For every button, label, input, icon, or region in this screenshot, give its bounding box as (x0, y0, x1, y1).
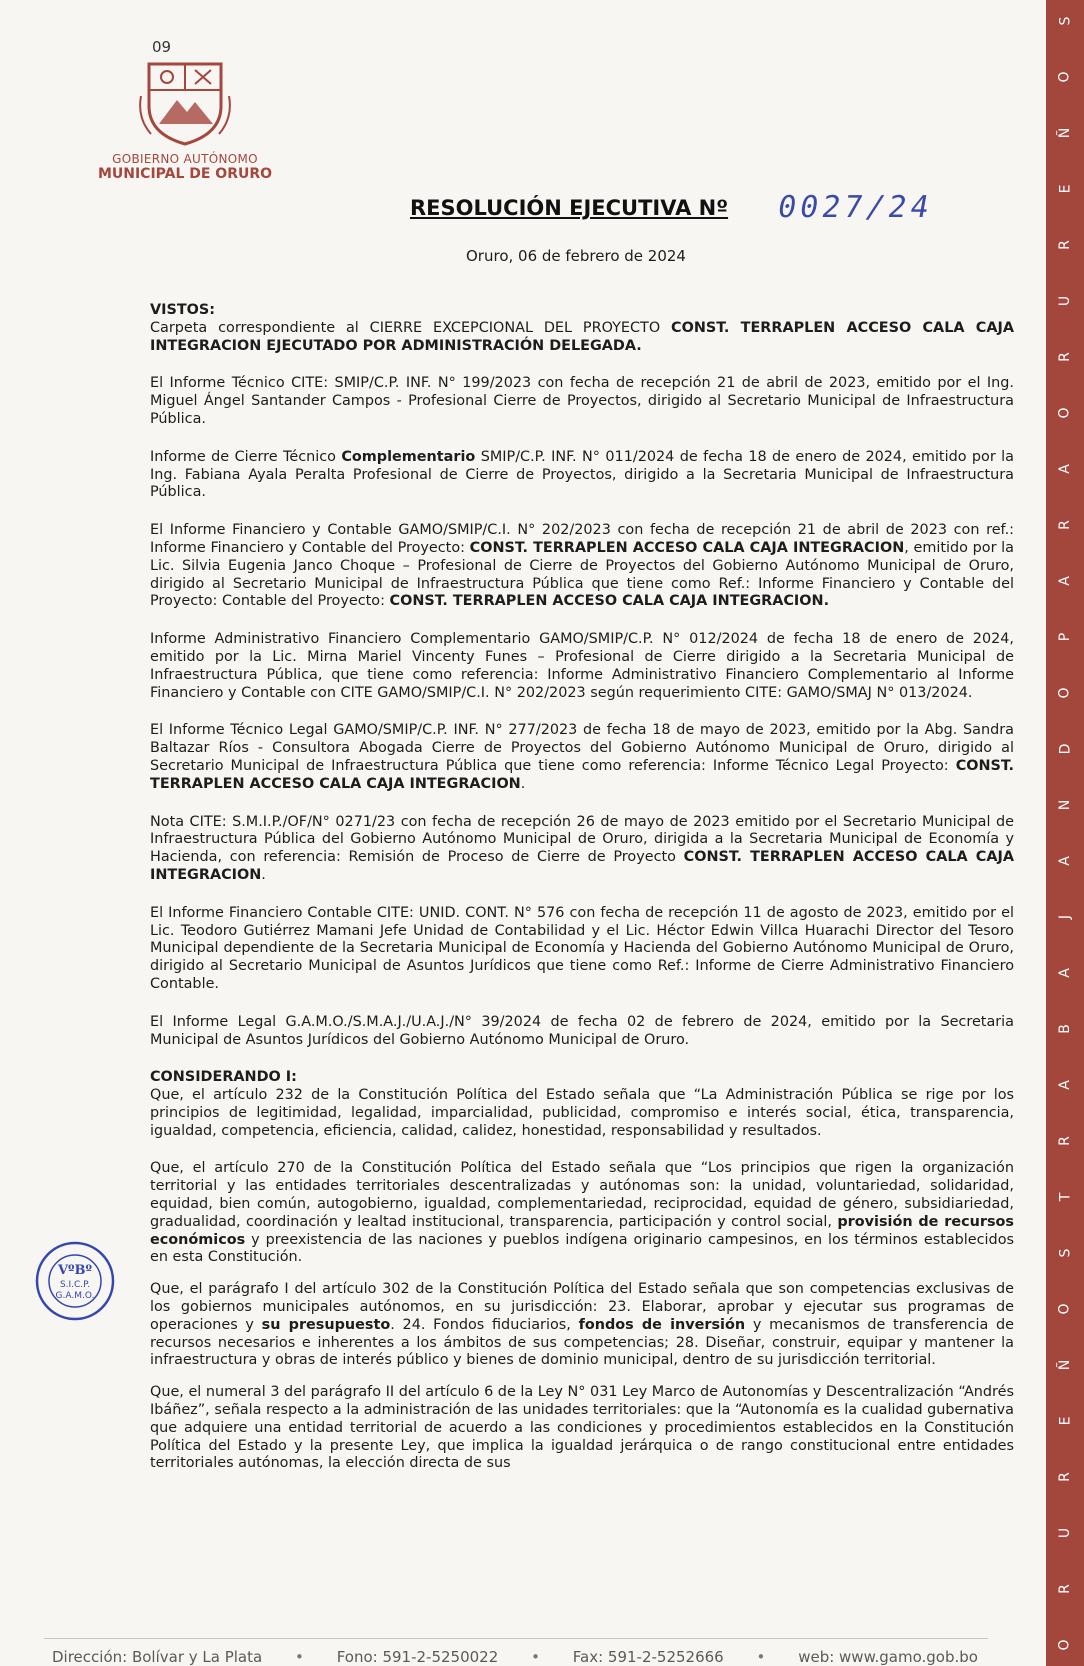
side-strip-letter: T (1057, 1192, 1073, 1202)
side-strip-letter: E (1056, 184, 1073, 194)
side-strip-letter: D (1057, 743, 1073, 755)
side-strip-letter: E (1056, 1416, 1073, 1426)
side-strip-letter: S (1056, 1248, 1073, 1258)
side-strip-letter: Ñ (1056, 127, 1073, 139)
side-strip-letter: A (1056, 968, 1073, 978)
resolution-number: 0027/24 (774, 190, 936, 225)
paragraph: Informe de Cierre Técnico Complementario SMIP/C.P. INF. N° 011/2024 de fecha 18 de enero de 2024, emitido por la Ing. Fabiana Ayala Peralta Profesional de Cierre de Proyectos, dirigido a la Secretaria Municipal de Infraestructura Pública. (150, 448, 1014, 501)
side-strip-letter: J (1056, 914, 1073, 920)
svg-text:VºBº: VºBº (57, 1263, 93, 1278)
paragraph: El Informe Legal G.A.M.O./S.M.A.J./U.A.J./N° 39/2024 de fecha 02 de febrero de 2024, emitido por la Secretaria Municipal de Asuntos Jurídicos del Gobierno Autónomo Municipal de Oruro. (150, 1013, 1014, 1048)
side-strip-letter: O (1057, 1639, 1073, 1651)
side-strip-letter: R (1056, 352, 1073, 362)
footer-fax: Fax: 591-2-5252666 (572, 1648, 724, 1666)
side-strip-letter: U (1057, 295, 1073, 307)
footer (52, 1648, 978, 1666)
side-strip-letter: S (1056, 16, 1073, 26)
footer-separator: • (295, 1648, 304, 1666)
page-number: 09 (152, 38, 172, 56)
side-strip-letter: O (1057, 1303, 1073, 1315)
footer-divider (44, 1638, 988, 1639)
paragraph: Carpeta correspondiente al CIERRE EXCEPCIONAL DEL PROYECTO CONST. TERRAPLEN ACCESO CALA CAJA INTEGRACION EJECUTADO POR ADMINISTRACIÓN DELEGADA. (150, 319, 1014, 354)
footer-phone: Fono: 591-2-5250022 (336, 1648, 499, 1666)
paragraph: Que, el parágrafo I del artículo 302 de la Constitución Política del Estado señala que son competencias exclusivas de los gobiernos municipales autónomos, en su jurisdicción: 23. Elaborar, aprobar y ejecutar sus programas de operaciones y su presupuesto. 24. Fondos fiduciarios, fondos de inversión y mecanismos de transferencia de recursos necesarios e inherentes a los ámbitos de sus competencias; 28. Diseñar, construir, equipar y mantener la infraestructura y obras de interés público y bienes de dominio municipal, dentro de su jurisdicción territorial. (150, 1281, 1014, 1369)
considerando-heading: CONSIDERANDO I: (150, 1069, 297, 1086)
side-strip-letter: N (1056, 799, 1073, 811)
svg-text:S.I.C.P.: S.I.C.P. (59, 1280, 91, 1290)
paragraph: Nota CITE: S.M.I.P./OF/N° 0271/23 con fecha de recepción 26 de mayo de 2023 emitido por el Secretario Municipal de Infraestructura Pública del Gobierno Autónomo Municipal de Oruro, dirigida a la Secretaria Municipal de Economía y Hacienda, con referencia: Remisión de Proceso de Cierre de Proyecto CONST. TERRAPLEN ACCESO CALA CAJA INTEGRACION. (150, 813, 1014, 883)
side-strip-letter: U (1057, 1527, 1073, 1539)
paragraph: El Informe Financiero y Contable GAMO/SMIP/C.I. N° 202/2023 con fecha de recepción 21 de abril de 2023 con ref.: Informe Financiero y Contable del Proyecto: CONST. TERRAPLEN ACCESO CALA CAJA INTEGRACION, emitido por la Lic. Silvia Eugenia Janco Choque – Profesional de Cierre de Proyectos del Gobierno Autónomo Municipal de Oruro, dirigido al Secretario Municipal de Infraestructura Pública que tiene como Ref.: Informe Financiero y Contable del Proyecto: Contable del Proyecto: CONST. TERRAPLEN ACCESO CALA CAJA INTEGRACION. (150, 522, 1014, 610)
side-strip-letter: A (1056, 856, 1073, 866)
footer-separator: • (756, 1648, 766, 1666)
org-line1: GOBIERNO AUTÓNOMO (112, 152, 258, 166)
side-slogan-strip (1046, 0, 1084, 1666)
side-strip-letter: O (1057, 407, 1073, 419)
side-strip-letter: A (1056, 1080, 1073, 1090)
side-strip-letter: R (1056, 240, 1073, 250)
side-strip-letter: O (1057, 71, 1073, 83)
paragraph: Informe Administrativo Financiero Complementario GAMO/SMIP/C.P. N° 012/2024 de fecha 18 de enero de 2024, emitido por la Lic. Mirna Mariel Vincenty Funes – Profesional de Cierre dirigido a la Secretaria Municipal de Infraestructura Pública, que tiene como referencia: Informe Administrativo Financiero Complementario al Informe Financiero y Contable con CITE GAMO/SMIP/C.I. N° 202/2023 según requerimiento CITE: GAMO/SMAJ N° 013/2024. (150, 631, 1014, 701)
vistos-heading: VISTOS: (150, 302, 216, 318)
paragraph: El Informe Técnico CITE: SMIP/C.P. INF. N° 199/2023 con fecha de recepción 21 de abril de 2023, emitido por el Ing. Miguel Ángel Santander Campos - Profesional Cierre de Proyectos, dirigido al Secretario Municipal de Infraestructura Pública. (150, 375, 1014, 427)
paragraph: El Informe Técnico Legal GAMO/SMIP/C.P. INF. N° 277/2023 de fecha 18 de mayo de 2023, emitido por la Abg. Sandra Baltazar Ríos - Consultora Abogada Cierre de Proyectos del Gobierno Autónomo Municipal de Oruro, dirigido al Secretario Municipal de Infraestructura Pública que tiene como referencia: Informe Técnico Legal Proyecto: CONST. TERRAPLEN ACCESO CALA CAJA INTEGRACION. (150, 722, 1014, 792)
side-strip-letter: R (1056, 1136, 1073, 1146)
side-strip-letter: A (1056, 464, 1073, 474)
footer-separator: • (531, 1648, 540, 1666)
footer-web: web: www.gamo.gob.bo (798, 1648, 978, 1666)
side-strip-letter: O (1057, 687, 1073, 699)
document-title: RESOLUCIÓN EJECUTIVA Nº (410, 196, 729, 220)
svg-text:G.A.M.O.: G.A.M.O. (55, 1291, 95, 1301)
side-strip-letter: B (1056, 1024, 1073, 1034)
approval-stamp-icon (34, 1240, 116, 1322)
org-line2: MUNICIPAL DE ORURO (97, 166, 273, 182)
paragraph: Que, el numeral 3 del parágrafo II del artículo 6 de la Ley N° 031 Ley Marco de Autonomías y Descentralización “Andrés Ibáñez”, señala respecto a la administración de las unidades territoriales: que la “Autonomía es la cualidad gubernativa que adquiere una entidad territorial de acuerdo a las condiciones y procedimientos establecidos en la Constitución Política del Estado y la presente Ley, que implica la igualdad jerárquica o de rango constitucional entre entidades territoriales autónomas, la elección directa de sus (150, 1384, 1014, 1472)
paragraph: El Informe Financiero Contable CITE: UNID. CONT. N° 576 con fecha de recepción 11 de agosto de 2023, emitido por el Lic. Teodoro Gutiérrez Mamani Jefe Unidad de Contabilidad y el Lic. Héctor Edwin Villca Huarachi Director del Tesoro Municipal dependiente de la Secretaria Municipal de Economía y Hacienda del Gobierno Autónomo Municipal de Oruro, dirigido al Secretario Municipal de Asuntos Jurídicos que tiene como Ref.: Informe de Cierre Administrativo Financiero Contable. (150, 904, 1014, 992)
side-strip-letter: P (1056, 632, 1073, 642)
paragraph: Que, el artículo 270 de la Constitución Política del Estado señala que “Los principios que rigen la organización territorial y las entidades territoriales descentralizadas y autónomas son: la unidad, voluntariedad, solidaridad, equidad, bien común, autogobierno, igualdad, complementariedad, reciprocidad, equidad de género, subsidiariedad, gradualidad, coordinación y lealtad institucional, transparencia, participación y control social, provisión de recursos económicos y preexistencia de las naciones y pueblos indígena originario campesinos, en los términos establecidos en esta Constitución. (150, 1160, 1014, 1266)
side-strip-letter: R (1056, 1472, 1073, 1482)
municipal-logo (96, 56, 274, 182)
side-strip-letter: A (1056, 576, 1073, 586)
document-body (150, 302, 1014, 1493)
side-strip-letter: R (1056, 520, 1073, 530)
date-line: Oruro, 06 de febrero de 2024 (466, 247, 686, 265)
footer-address: Dirección: Bolívar y La Plata (52, 1648, 263, 1666)
coat-of-arms-icon (137, 56, 233, 148)
paragraph: Que, el artículo 232 de la Constitución Política del Estado señala que “La Administración Pública se rige por los principios de legitimidad, legalidad, imparcialidad, publicidad, compromiso e interés social, ética, transparencia, igualdad, competencia, eficiencia, calidad, calidez, honestidad, responsabilidad y resultados. (150, 1087, 1014, 1139)
side-strip-letter: Ñ (1056, 1359, 1073, 1371)
side-strip-letter: R (1056, 1584, 1073, 1594)
